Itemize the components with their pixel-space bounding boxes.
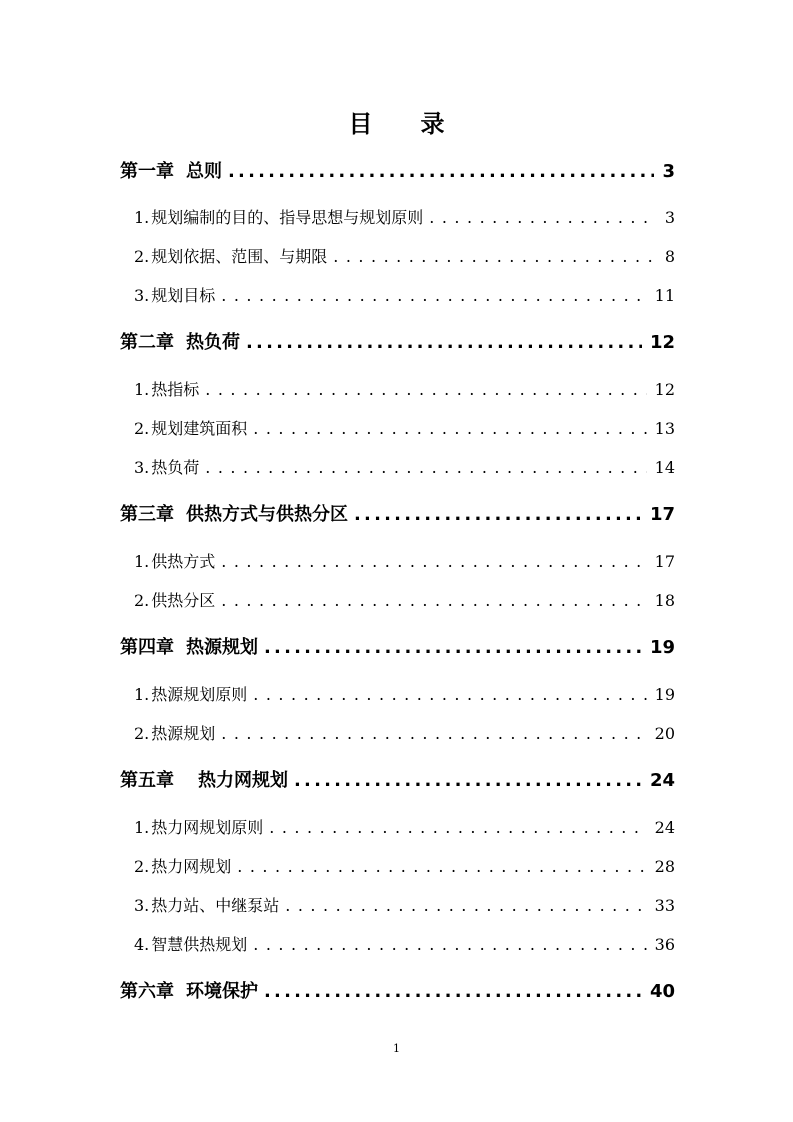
chapter-title: 热力网规划 xyxy=(198,770,288,791)
page-number: 24 xyxy=(654,818,675,837)
page-number: 20 xyxy=(654,724,675,743)
page-number: 12 xyxy=(654,380,675,399)
section-number: 3. xyxy=(134,896,150,915)
dot-leader xyxy=(228,160,654,184)
dot-leader xyxy=(354,503,642,527)
page-number: 24 xyxy=(649,770,675,791)
section-title: 热负荷 xyxy=(151,458,200,477)
section-title: 热指标 xyxy=(151,380,200,399)
toc-section-5-4[interactable] xyxy=(134,933,675,957)
section-title: 规划依据、范围、与期限 xyxy=(151,247,328,266)
toc-chapter-3[interactable] xyxy=(120,503,675,527)
toc-section-2-2[interactable] xyxy=(134,417,675,441)
chapter-number: 第六章 xyxy=(120,981,174,1002)
page-number: 13 xyxy=(654,419,675,438)
page-number: 3 xyxy=(664,208,675,227)
page-number: 40 xyxy=(649,981,675,1002)
section-number: 3. xyxy=(134,458,150,477)
page-number: 17 xyxy=(654,552,675,571)
toc-section-1-1[interactable] xyxy=(134,206,675,230)
toc-section-4-1[interactable] xyxy=(134,683,675,707)
section-number: 2. xyxy=(134,724,150,743)
section-number: 1. xyxy=(134,380,150,399)
section-title: 供热方式 xyxy=(151,552,216,571)
title-part-2: 录 xyxy=(420,110,445,138)
page-title xyxy=(0,104,793,139)
section-number: 1. xyxy=(134,208,150,227)
section-number: 1. xyxy=(134,552,150,571)
toc-section-5-1[interactable] xyxy=(134,816,675,840)
page-number: 8 xyxy=(664,247,675,266)
toc-chapter-6[interactable] xyxy=(120,980,675,1004)
dot-leader xyxy=(221,550,646,574)
section-title: 热力站、中继泵站 xyxy=(151,896,280,915)
section-title: 规划建筑面积 xyxy=(151,419,248,438)
page-number: 33 xyxy=(654,896,675,915)
page-number: 12 xyxy=(649,332,675,353)
chapter-title: 供热方式与供热分区 xyxy=(186,504,348,525)
toc-chapter-2[interactable] xyxy=(120,331,675,355)
page-number: 11 xyxy=(654,286,675,305)
section-number: 2. xyxy=(134,247,150,266)
toc-chapter-1[interactable] xyxy=(120,160,675,184)
page-number: 3 xyxy=(662,161,675,182)
chapter-number: 第四章 xyxy=(120,637,174,658)
dot-leader xyxy=(253,683,646,707)
dot-leader xyxy=(333,245,657,269)
dot-leader xyxy=(294,769,642,793)
chapter-title: 总则 xyxy=(186,161,222,182)
section-title: 智慧供热规划 xyxy=(151,935,248,954)
section-title: 规划目标 xyxy=(151,286,216,305)
section-number: 1. xyxy=(134,685,150,704)
section-number: 2. xyxy=(134,591,150,610)
page-number: 14 xyxy=(654,458,675,477)
page-number: 17 xyxy=(649,504,675,525)
footer-page-number: 1 xyxy=(393,1042,400,1055)
dot-leader xyxy=(429,206,657,230)
title-part-1: 目 xyxy=(348,110,373,138)
page-number: 19 xyxy=(649,637,675,658)
section-number: 1. xyxy=(134,818,150,837)
section-title: 热力网规划 xyxy=(151,857,232,876)
dot-leader xyxy=(246,331,642,355)
toc-chapter-4[interactable] xyxy=(120,636,675,660)
dot-leader xyxy=(253,933,646,957)
dot-leader xyxy=(264,980,642,1004)
dot-leader xyxy=(253,417,646,441)
page-number: 28 xyxy=(654,857,675,876)
chapter-number: 第二章 xyxy=(120,332,174,353)
dot-leader xyxy=(221,284,646,308)
section-title: 热源规划原则 xyxy=(151,685,248,704)
toc-section-2-1[interactable] xyxy=(134,378,675,402)
dot-leader xyxy=(264,636,642,660)
section-title: 供热分区 xyxy=(151,591,216,610)
section-title: 热源规划 xyxy=(151,724,216,743)
section-number: 2. xyxy=(134,857,150,876)
chapter-title: 热源规划 xyxy=(186,637,258,658)
section-number: 3. xyxy=(134,286,150,305)
toc-section-4-2[interactable] xyxy=(134,722,675,746)
dot-leader xyxy=(221,589,646,613)
toc-section-5-3[interactable] xyxy=(134,894,675,918)
section-title: 热力网规划原则 xyxy=(151,818,264,837)
toc-chapter-5[interactable] xyxy=(120,769,675,793)
toc-section-5-2[interactable] xyxy=(134,855,675,879)
dot-leader xyxy=(269,816,646,840)
toc-section-1-3[interactable] xyxy=(134,284,675,308)
section-title: 规划编制的目的、指导思想与规划原则 xyxy=(151,208,424,227)
chapter-title: 环境保护 xyxy=(186,981,258,1002)
chapter-number: 第五章 xyxy=(120,770,174,791)
chapter-number: 第三章 xyxy=(120,504,174,525)
toc-section-1-2[interactable] xyxy=(134,245,675,269)
toc-section-3-1[interactable] xyxy=(134,550,675,574)
dot-leader xyxy=(285,894,646,918)
dot-leader xyxy=(237,855,646,879)
section-number: 4. xyxy=(134,935,150,954)
page-number: 18 xyxy=(654,591,675,610)
chapter-number: 第一章 xyxy=(120,161,174,182)
dot-leader xyxy=(205,456,646,480)
page-number: 36 xyxy=(654,935,675,954)
toc-section-3-2[interactable] xyxy=(134,589,675,613)
page-number: 19 xyxy=(654,685,675,704)
toc-section-2-3[interactable] xyxy=(134,456,675,480)
chapter-title: 热负荷 xyxy=(186,332,240,353)
dot-leader xyxy=(221,722,646,746)
section-number: 2. xyxy=(134,419,150,438)
dot-leader xyxy=(205,378,646,402)
